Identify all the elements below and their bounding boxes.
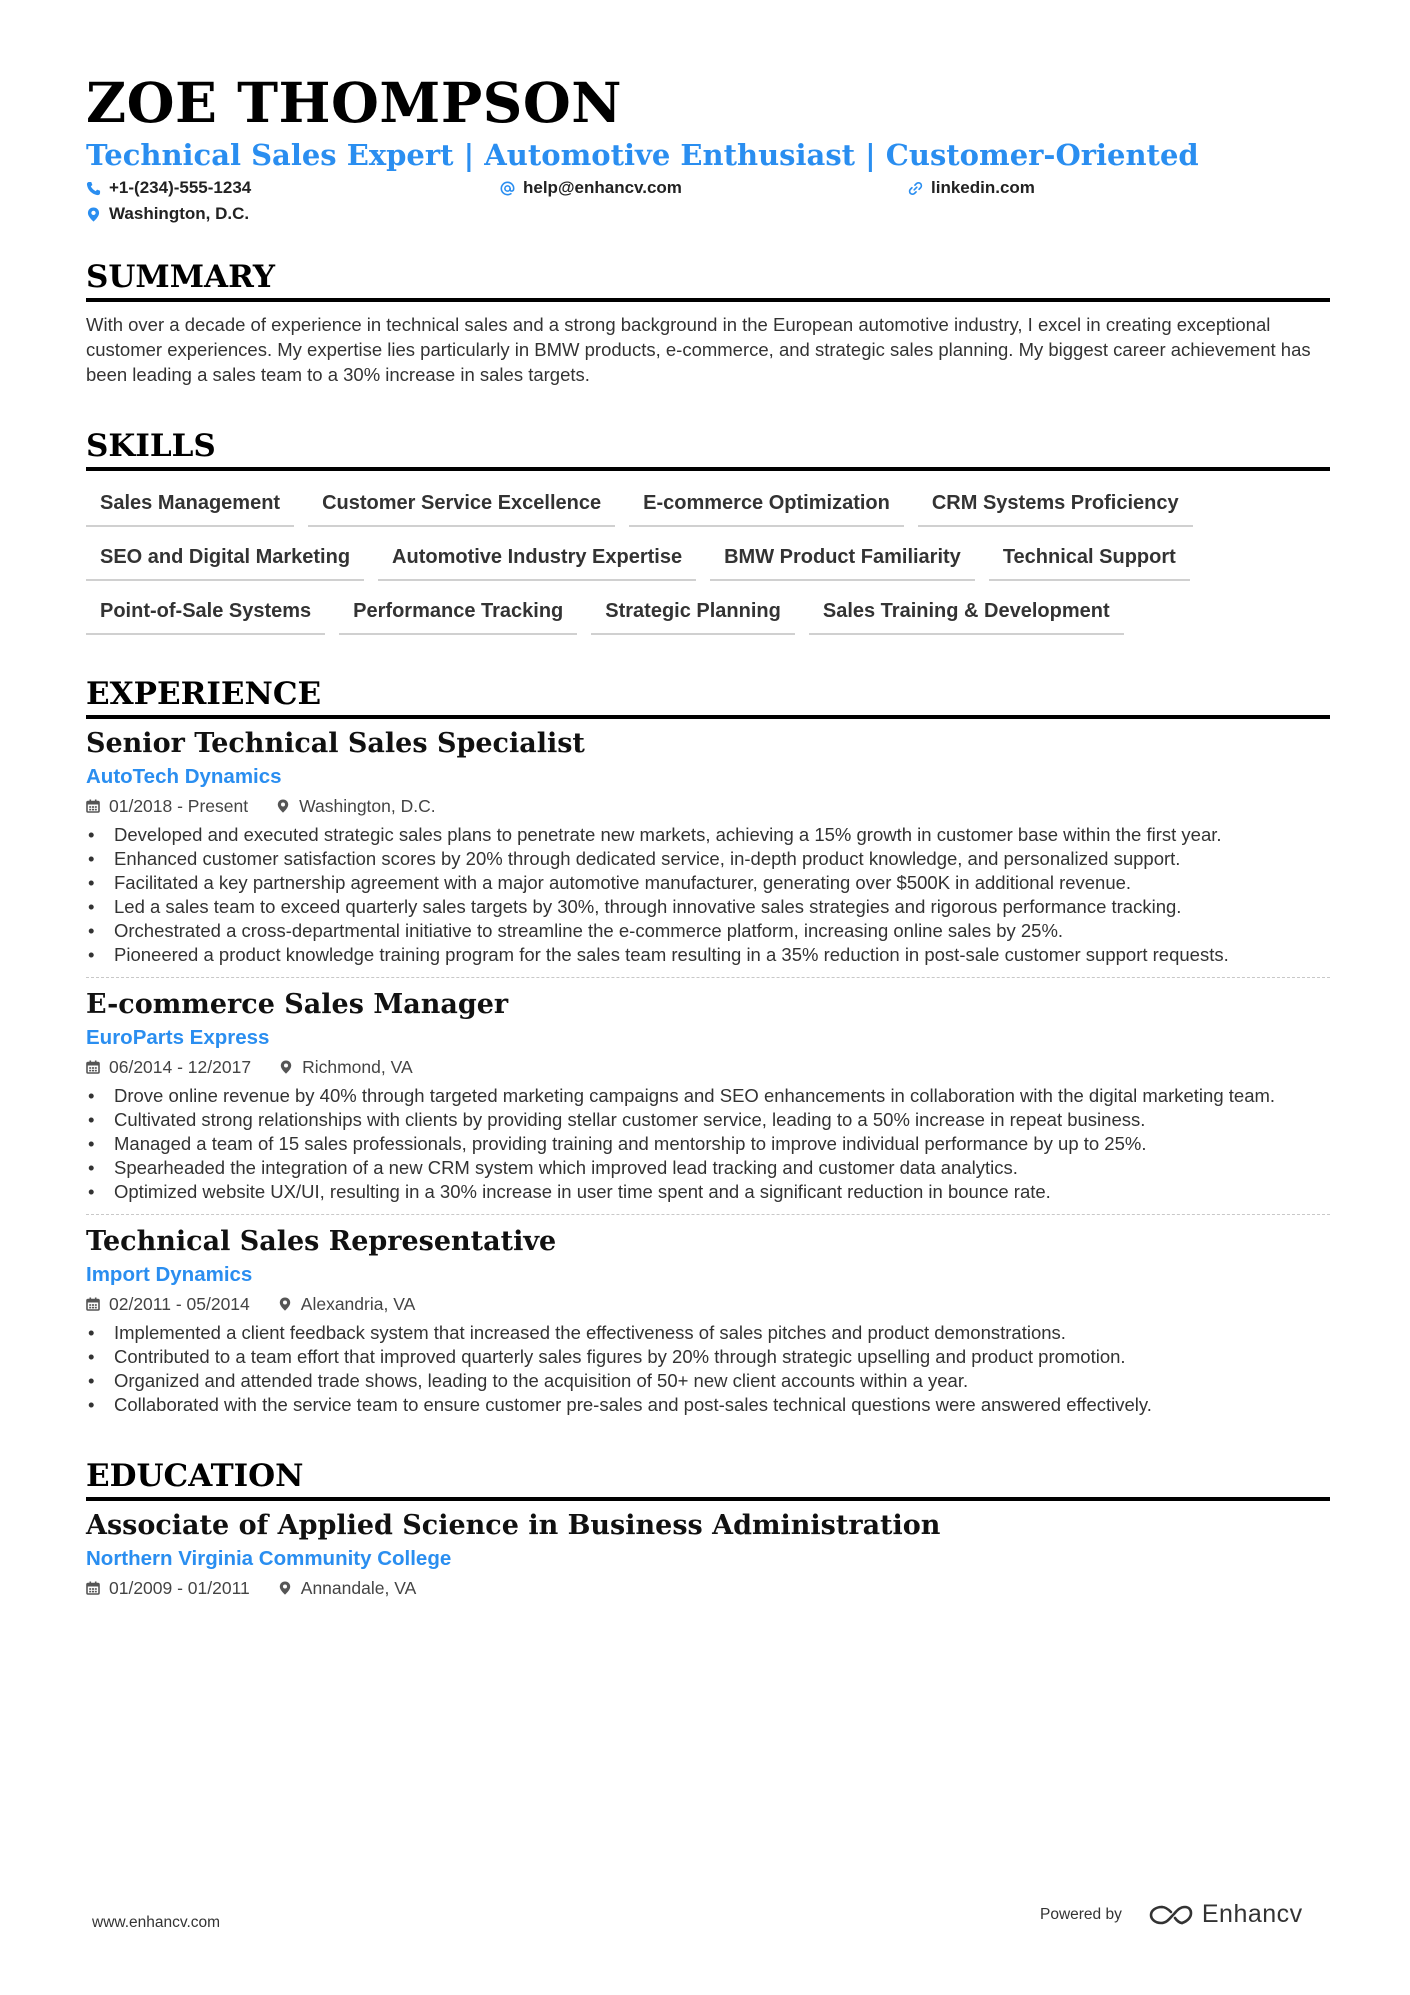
contact-info — [86, 178, 1330, 234]
education-entry — [86, 1509, 1330, 1601]
skill-tag: BMW Product Familiarity — [710, 540, 975, 581]
skill-tag: Automotive Industry Expertise — [378, 540, 696, 581]
section-divider — [86, 1497, 1330, 1501]
education-heading: EDUCATION — [86, 1458, 304, 1494]
calendar-icon — [86, 1060, 100, 1074]
experience-heading: EXPERIENCE — [86, 676, 322, 712]
degree-title: Associate of Applied Science in Business Administration — [86, 1510, 941, 1541]
location-pin-icon — [86, 207, 101, 222]
job-bullets — [86, 1321, 1330, 1417]
education-section — [86, 1457, 1330, 1601]
bullet-item: • Collaborated with the service team to ensure customer pre-sales and post-sales technical questions were answered effectively. — [86, 1393, 1330, 1417]
footer-branding — [1040, 1900, 1303, 1929]
job-meta — [86, 1291, 1330, 1317]
linkedin-text: linkedin.com — [931, 178, 1035, 197]
skill-tag: CRM Systems Proficiency — [918, 486, 1193, 527]
bullet-item: • Drove online revenue by 40% through targeted marketing campaigns and SEO enhancements in collaboration with the digital marketing team. — [86, 1084, 1330, 1108]
skill-tag: Sales Management — [86, 486, 294, 527]
bullet-item: • Led a sales team to exceed quarterly sales targets by 30%, through innovative sales strategies and rigorous performance tracking. — [86, 895, 1330, 919]
resume-page — [86, 72, 1330, 1601]
job-dates: 06/2014 - 12/2017 — [109, 1057, 252, 1077]
education-dates: 01/2009 - 01/2011 — [109, 1578, 250, 1598]
company-name: AutoTech Dynamics — [86, 765, 282, 788]
skills-heading: SKILLS — [86, 428, 216, 464]
job-entry — [86, 988, 1330, 1204]
bullet-item: • Enhanced customer satisfaction scores by 20% through dedicated service, in-depth product knowledge, and personalized support. — [86, 847, 1330, 871]
section-divider — [86, 715, 1330, 719]
section-divider — [86, 298, 1330, 302]
bullet-item: • Implemented a client feedback system that increased the effectiveness of sales pitches and product demonstrations. — [86, 1321, 1330, 1345]
brand-name: Enhancv — [1201, 1900, 1303, 1928]
bullet-item: • Pioneered a product knowledge training program for the sales team resulting in a 35% reduction in post-sale customer support requests. — [86, 943, 1330, 967]
phone-text: +1-(234)-555-1234 — [109, 178, 252, 197]
skill-tag: SEO and Digital Marketing — [86, 540, 364, 581]
company-name: Import Dynamics — [86, 1263, 253, 1286]
calendar-icon — [86, 1581, 100, 1595]
headline: Technical Sales Expert | Automotive Enthusiast | Customer-Oriented — [86, 138, 1199, 172]
phone-contact[interactable] — [86, 178, 251, 198]
job-location: Washington, D.C. — [299, 796, 436, 816]
job-location: Alexandria, VA — [300, 1294, 416, 1314]
bullet-item: • Managed a team of 15 sales professionals, providing training and mentorship to improve individual performance by up to 25%. — [86, 1132, 1330, 1156]
skill-tag: Customer Service Excellence — [308, 486, 615, 527]
location-pin-icon — [278, 1297, 292, 1311]
summary-section — [86, 258, 1330, 387]
job-entry — [86, 727, 1330, 967]
section-divider — [86, 467, 1330, 471]
linkedin-contact[interactable] — [908, 178, 1035, 198]
job-dates: 02/2011 - 05/2014 — [109, 1294, 250, 1314]
skills-list — [86, 486, 1330, 635]
job-meta — [86, 1054, 1330, 1080]
experience-section — [86, 675, 1330, 1417]
job-entry — [86, 1225, 1330, 1417]
skill-tag: Point-of-Sale Systems — [86, 594, 325, 635]
candidate-name: ZOE THOMPSON — [86, 70, 623, 135]
company-name: EuroParts Express — [86, 1026, 270, 1049]
bullet-item: • Cultivated strong relationships with clients by providing stellar customer service, leading to a 50% increase in repeat business. — [86, 1108, 1330, 1132]
calendar-icon — [86, 799, 100, 813]
enhancv-logo-icon — [1148, 1903, 1194, 1927]
summary-text: With over a decade of experience in technical sales and a strong background in the European automotive industry, I excel in creating exceptional customer experiences. My expertise lies particularly in BMW products, e-commerce, and strategic sales planning. My biggest career achievement has been leading a sales team to a 30% increase in sales targets. — [86, 314, 1311, 385]
phone-icon — [86, 181, 101, 196]
job-bullets — [86, 1084, 1330, 1204]
email-contact[interactable] — [500, 178, 682, 198]
bullet-item: • Facilitated a key partnership agreement with a major automotive manufacturer, generating over $500K in additional revenue. — [86, 871, 1330, 895]
location-pin-icon — [279, 1060, 293, 1074]
bullet-item: • Organized and attended trade shows, leading to the acquisition of 50+ new client accounts within a year. — [86, 1369, 1330, 1393]
email-text: help@enhancv.com — [523, 178, 682, 197]
bullet-item: • Developed and executed strategic sales plans to penetrate new markets, achieving a 15% growth in customer base within the first year. — [86, 823, 1330, 847]
enhancv-logo[interactable] — [1148, 1900, 1303, 1929]
job-bullets — [86, 823, 1330, 967]
location-contact — [86, 204, 249, 224]
bullet-item: • Contributed to a team effort that improved quarterly sales figures by 20% through strategic upselling and product promotion. — [86, 1345, 1330, 1369]
skill-tag: Technical Support — [989, 540, 1190, 581]
resume-header — [86, 72, 1330, 234]
skill-tag: E-commerce Optimization — [629, 486, 904, 527]
job-location: Richmond, VA — [302, 1057, 413, 1077]
job-dates: 01/2018 - Present — [109, 796, 249, 816]
school-name: Northern Virginia Community College — [86, 1547, 452, 1570]
powered-by-label: Powered by — [1040, 1905, 1122, 1923]
job-meta — [86, 793, 1330, 819]
link-icon — [908, 181, 923, 196]
skill-tag: Performance Tracking — [339, 594, 577, 635]
skill-tag: Strategic Planning — [591, 594, 795, 635]
job-separator — [86, 977, 1330, 978]
job-title: Technical Sales Representative — [86, 1226, 557, 1257]
location-pin-icon — [276, 799, 290, 813]
job-separator — [86, 1214, 1330, 1215]
at-sign-icon — [500, 181, 515, 196]
bullet-item: • Orchestrated a cross-departmental initiative to streamline the e-commerce platform, increasing online sales by 25%. — [86, 919, 1330, 943]
education-meta — [86, 1575, 1330, 1601]
calendar-icon — [86, 1297, 100, 1311]
skill-tag: Sales Training & Development — [809, 594, 1124, 635]
footer-website[interactable]: www.enhancv.com — [92, 1914, 221, 1931]
job-title: Senior Technical Sales Specialist — [86, 728, 585, 759]
summary-heading: SUMMARY — [86, 259, 276, 295]
job-title: E-commerce Sales Manager — [86, 989, 509, 1020]
education-location: Annandale, VA — [300, 1578, 417, 1598]
bullet-item: • Spearheaded the integration of a new CRM system which improved lead tracking and customer data analytics. — [86, 1156, 1330, 1180]
skills-section — [86, 427, 1330, 635]
location-pin-icon — [278, 1581, 292, 1595]
bullet-item: • Optimized website UX/UI, resulting in a 30% increase in user time spent and a significant reduction in bounce rate. — [86, 1180, 1330, 1204]
location-text: Washington, D.C. — [109, 204, 250, 223]
